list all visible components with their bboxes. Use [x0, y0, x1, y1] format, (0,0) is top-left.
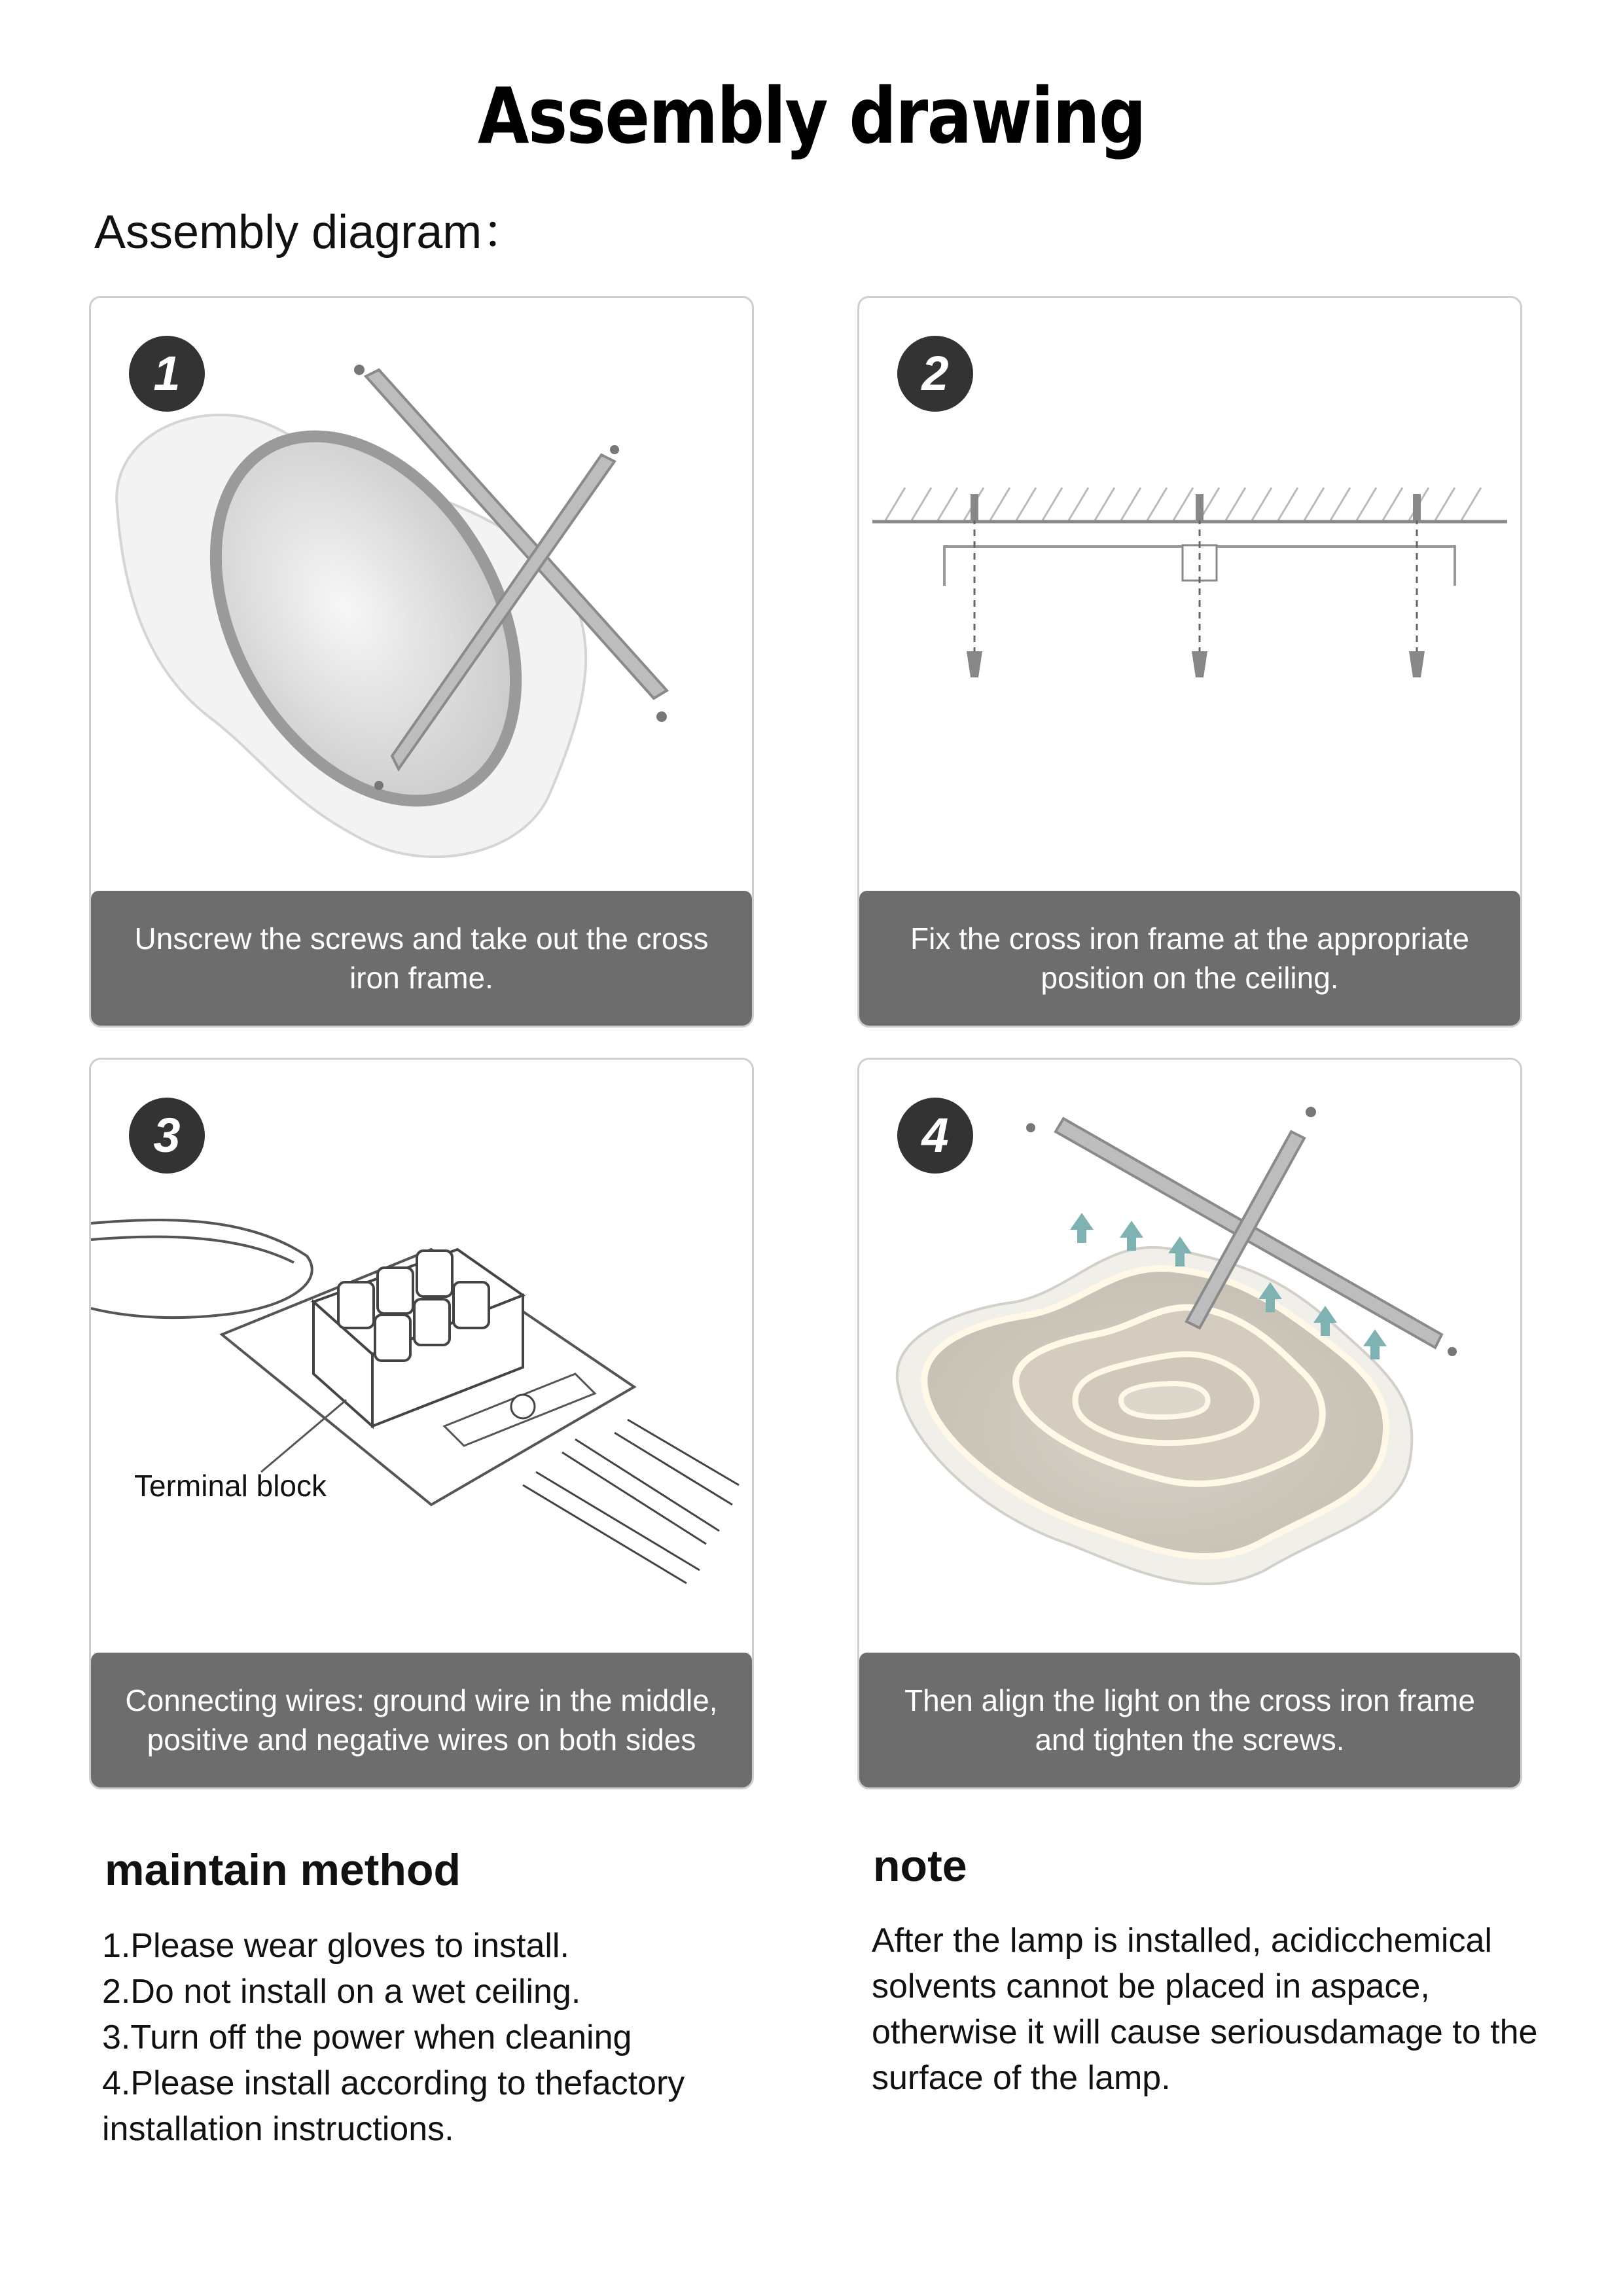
step-caption: Unscrew the screws and take out the cross iron frame.: [91, 891, 752, 1026]
note-body: After the lamp is installed, acidicchemical solvents cannot be placed in aspace, otherwise it will cause seriousdamage to the surface of the lamp.: [872, 1922, 1538, 2097]
step-caption: Connecting wires: ground wire in the middle, positive and negative wires on both sides: [91, 1653, 752, 1787]
page-title: Assembly drawing: [478, 71, 1145, 161]
terminal-block-label: Terminal block: [134, 1469, 327, 1503]
step-panel-3: [89, 1058, 754, 1789]
note-heading: note: [873, 1841, 967, 1891]
maintain-list: [102, 1923, 685, 2152]
step-panel-1: [89, 296, 754, 1028]
step-number-badge: 2: [897, 336, 973, 412]
section-subtitle: Assembly diagram：: [94, 206, 529, 259]
list-item: 1.Please wear gloves to install.: [102, 1927, 569, 1965]
step-caption: Fix the cross iron frame at the appropriate position on the ceiling.: [859, 891, 1520, 1026]
step-panel-2: [857, 296, 1522, 1028]
step-number-badge: 4: [897, 1098, 973, 1174]
step-caption: Then align the light on the cross iron frame and tighten the screws.: [859, 1653, 1520, 1787]
list-item: 4.Please install according to thefactory: [102, 2064, 685, 2102]
step-number-badge: 1: [129, 336, 205, 412]
list-item: installation instructions.: [102, 2110, 454, 2148]
step-number-badge: 3: [129, 1098, 205, 1174]
list-item: 2.Do not install on a wet ceiling.: [102, 1973, 581, 2011]
step-panel-4: [857, 1058, 1522, 1789]
list-item: 3.Turn off the power when cleaning: [102, 2018, 632, 2056]
maintain-heading: maintain method: [105, 1845, 461, 1895]
